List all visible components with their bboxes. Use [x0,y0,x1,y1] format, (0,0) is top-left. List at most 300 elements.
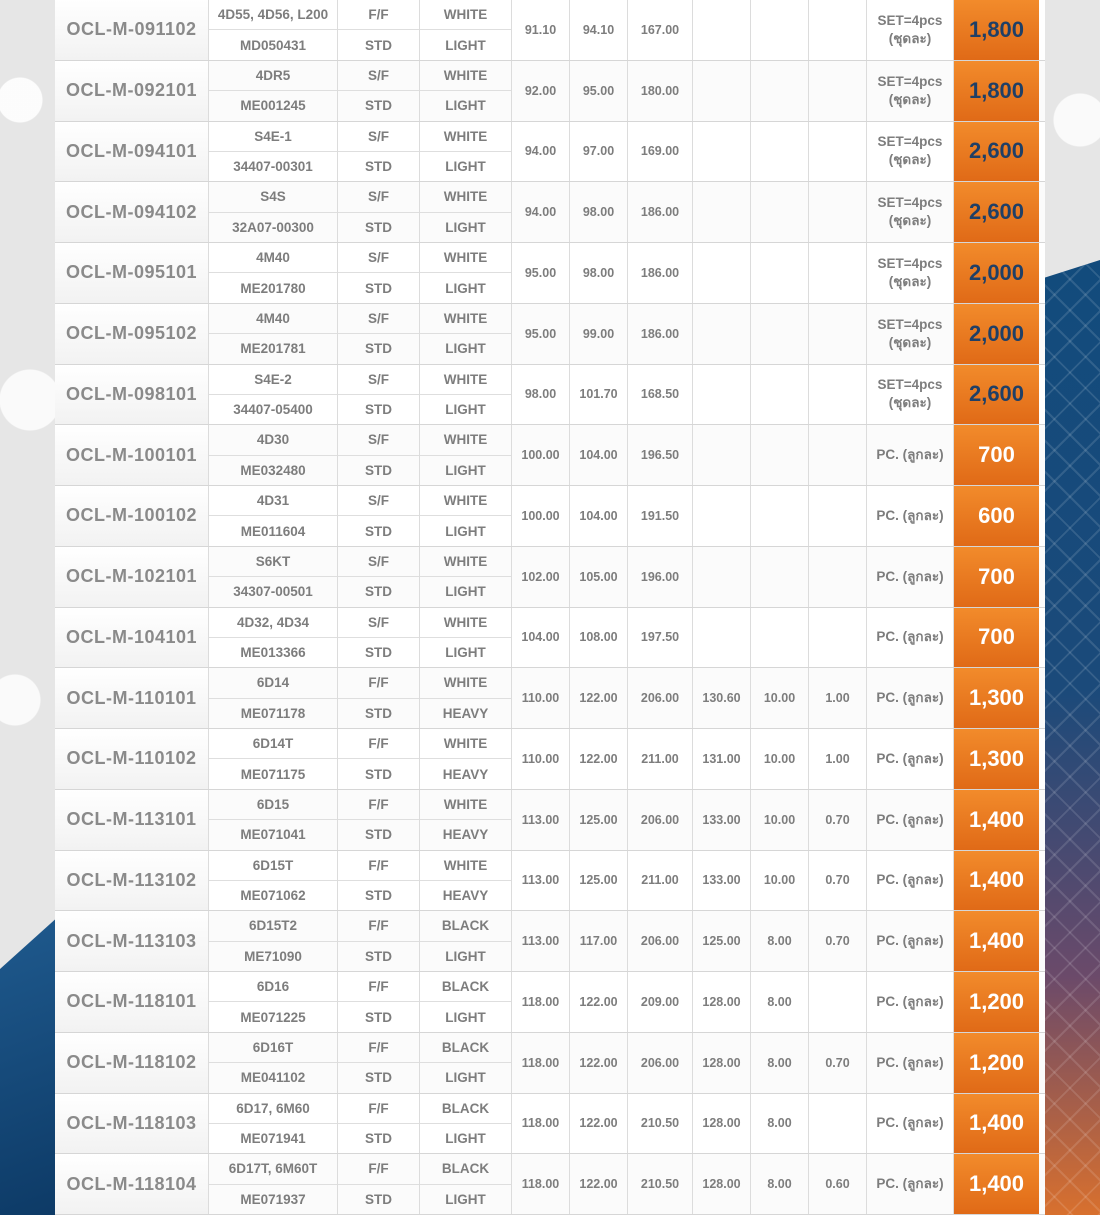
table-row [55,547,1045,608]
dim-4 [693,608,751,668]
liner-color: WHITE [420,608,511,638]
type-cell [338,365,420,425]
type-cell [338,1033,420,1093]
product-code: OCL-M-100101 [55,425,209,485]
dim-5 [751,304,809,364]
dim-1: 95.00 [512,243,570,303]
unit-cell [867,547,954,607]
unit-label: PC. (ลูกละ) [876,507,944,523]
color-cell [420,911,512,971]
dim-1: 104.00 [512,608,570,668]
unit-cell [867,911,954,971]
dim-1: 100.00 [512,425,570,485]
unit-label: SET=4pcs [877,12,943,28]
table-row [55,972,1045,1033]
unit-cell [867,61,954,121]
liner-color: WHITE [420,729,511,759]
table-row [55,1033,1045,1094]
liner-color: BLACK [420,1154,511,1184]
grade: STD [365,584,392,600]
liner-color: WHITE [420,182,511,212]
liner-color: BLACK [420,972,511,1002]
part-number: ME041102 [240,1070,306,1086]
type-cell [338,911,420,971]
type-cell [338,122,420,182]
liner-color: WHITE [420,243,511,273]
price: 700 [954,425,1039,485]
dim-1: 91.10 [512,0,570,60]
part-number: ME013366 [240,645,306,661]
color-cell [420,851,512,911]
dim-5 [751,122,809,182]
price: 2,600 [954,182,1039,242]
engine-model: 6D15T [209,851,337,881]
type-cell [338,486,420,546]
dim-3: 206.00 [628,790,693,850]
dim-5 [751,486,809,546]
engine-cell [209,911,338,971]
dim-3: 209.00 [628,972,693,1032]
engine-model: 6D16T [209,1033,337,1063]
dim-3: 206.00 [628,1033,693,1093]
type-cell [338,851,420,911]
price: 700 [954,547,1039,607]
dim-3: 196.50 [628,425,693,485]
product-code: OCL-M-095101 [55,243,209,303]
engine-model: S4E-1 [209,122,337,152]
grade: STD [365,402,392,418]
flange-type: S/F [338,182,419,212]
flange-type: S/F [338,365,419,395]
liner-color: WHITE [420,547,511,577]
part-number: ME071178 [240,705,306,721]
price: 1,400 [954,790,1039,850]
dim-3: 210.50 [628,1154,693,1214]
part-number: ME071225 [240,1009,306,1025]
grade: STD [365,1009,392,1025]
product-code: OCL-M-113102 [55,851,209,911]
product-code: OCL-M-094102 [55,182,209,242]
price: 2,000 [954,304,1039,364]
price: 1,300 [954,729,1039,789]
grade: STD [365,1070,392,1086]
color-cell [420,547,512,607]
engine-cell [209,243,338,303]
product-code: OCL-M-094101 [55,122,209,182]
engine-model: S4S [209,182,337,212]
dim-4 [693,61,751,121]
price: 1,400 [954,1094,1039,1154]
flange-type: S/F [338,243,419,273]
engine-model: 6D14T [209,729,337,759]
dim-5: 10.00 [751,668,809,728]
unit-cell [867,425,954,485]
dim-5: 8.00 [751,911,809,971]
engine-cell [209,1094,338,1154]
engine-cell [209,547,338,607]
dim-4: 130.60 [693,668,751,728]
unit-cell [867,304,954,364]
product-code: OCL-M-110101 [55,668,209,728]
grade: STD [365,219,392,235]
dim-6 [809,425,867,485]
engine-cell [209,486,338,546]
grade: STD [365,523,392,539]
dim-2: 95.00 [570,61,628,121]
dim-5 [751,182,809,242]
unit-cell [867,729,954,789]
color-cell [420,304,512,364]
dim-1: 95.00 [512,304,570,364]
product-code: OCL-M-091102 [55,0,209,60]
price: 1,300 [954,668,1039,728]
liner-color: WHITE [420,668,511,698]
price: 1,400 [954,1154,1039,1214]
engine-cell [209,1154,338,1214]
liner-weight: HEAVY [442,888,489,904]
type-cell [338,1094,420,1154]
engine-model: 4D55, 4D56, L200 [209,0,337,30]
engine-cell [209,182,338,242]
unit-label: PC. (ลูกละ) [876,993,944,1009]
table-row [55,243,1045,304]
unit-label: SET=4pcs [877,195,943,211]
dim-5: 10.00 [751,851,809,911]
engine-cell [209,608,338,668]
color-cell [420,425,512,485]
dim-5 [751,547,809,607]
grade: STD [365,948,392,964]
dim-4: 128.00 [693,1033,751,1093]
liner-weight: LIGHT [445,462,486,478]
engine-cell [209,122,338,182]
unit-label: SET=4pcs [877,255,943,271]
color-cell [420,243,512,303]
dim-6 [809,243,867,303]
engine-cell [209,365,338,425]
grade: STD [365,1131,392,1147]
dim-2: 101.70 [570,365,628,425]
unit-cell [867,972,954,1032]
grade: STD [365,1191,392,1207]
dim-6 [809,365,867,425]
table-row [55,486,1045,547]
unit-cell [867,851,954,911]
price: 2,000 [954,243,1039,303]
engine-model: S4E-2 [209,365,337,395]
part-number: ME201781 [240,341,306,357]
color-cell [420,486,512,546]
liner-weight: LIGHT [445,37,486,53]
unit-cell [867,1154,954,1214]
dim-3: 211.00 [628,729,693,789]
color-cell [420,1094,512,1154]
table-row [55,122,1045,183]
unit-label: PC. (ลูกละ) [876,1054,944,1070]
dim-3: 186.00 [628,304,693,364]
flange-type: S/F [338,61,419,91]
liner-weight: LIGHT [445,948,486,964]
dim-4 [693,425,751,485]
dim-4 [693,304,751,364]
engine-cell [209,729,338,789]
flange-type: F/F [338,0,419,30]
product-code: OCL-M-118102 [55,1033,209,1093]
price: 1,400 [954,911,1039,971]
dim-2: 97.00 [570,122,628,182]
liner-color: WHITE [420,365,511,395]
dim-2: 122.00 [570,668,628,728]
type-cell [338,1154,420,1214]
price-table [55,0,1045,1215]
dim-5: 8.00 [751,1033,809,1093]
dim-1: 94.00 [512,122,570,182]
unit-label-thai: (ชุดละ) [888,395,932,411]
table-row [55,851,1045,912]
dim-6: 0.60 [809,1154,867,1214]
dim-3: 197.50 [628,608,693,668]
engine-model: 4D30 [209,425,337,455]
color-cell [420,0,512,60]
liner-weight: LIGHT [445,1009,486,1025]
dim-4: 128.00 [693,972,751,1032]
dim-3: 167.00 [628,0,693,60]
engine-cell [209,1033,338,1093]
unit-label-thai: (ชุดละ) [888,213,932,229]
type-cell [338,243,420,303]
price: 600 [954,486,1039,546]
dim-6 [809,122,867,182]
dim-6 [809,547,867,607]
liner-color: BLACK [420,1094,511,1124]
flange-type: F/F [338,1033,419,1063]
dim-4: 125.00 [693,911,751,971]
flange-type: S/F [338,304,419,334]
unit-cell [867,122,954,182]
engine-cell [209,61,338,121]
engine-cell [209,668,338,728]
dim-5 [751,61,809,121]
engine-cell [209,851,338,911]
engine-model: 6D15T2 [209,911,337,941]
grade: STD [365,888,392,904]
liner-weight: LIGHT [445,219,486,235]
color-cell [420,608,512,668]
dim-1: 100.00 [512,486,570,546]
flange-type: S/F [338,547,419,577]
dim-1: 118.00 [512,1154,570,1214]
dim-5 [751,243,809,303]
dim-3: 186.00 [628,182,693,242]
engine-model: 6D17T, 6M60T [209,1154,337,1184]
dim-4 [693,243,751,303]
unit-cell [867,1094,954,1154]
unit-label-thai: (ชุดละ) [888,273,932,289]
dim-6: 1.00 [809,729,867,789]
liner-weight: HEAVY [442,827,489,843]
dim-2: 122.00 [570,729,628,789]
liner-color: BLACK [420,911,511,941]
dim-5: 10.00 [751,729,809,789]
dim-3: 168.50 [628,365,693,425]
liner-color: WHITE [420,790,511,820]
grade: STD [365,462,392,478]
part-number: 34407-00301 [233,159,313,175]
flange-type: F/F [338,1154,419,1184]
dim-1: 98.00 [512,365,570,425]
dim-1: 94.00 [512,182,570,242]
price: 1,800 [954,61,1039,121]
product-code: OCL-M-118101 [55,972,209,1032]
dim-5: 8.00 [751,1094,809,1154]
type-cell [338,425,420,485]
color-cell [420,729,512,789]
liner-weight: LIGHT [445,645,486,661]
dim-3: 211.00 [628,851,693,911]
dim-6: 0.70 [809,911,867,971]
table-row [55,425,1045,486]
part-number: ME201780 [240,280,306,296]
dim-1: 118.00 [512,1033,570,1093]
unit-cell [867,608,954,668]
liner-weight: LIGHT [445,341,486,357]
grade: STD [365,98,392,114]
dim-2: 125.00 [570,851,628,911]
part-number: ME71090 [244,948,302,964]
unit-label: PC. (ลูกละ) [876,1115,944,1131]
dim-4 [693,365,751,425]
dim-6: 0.70 [809,790,867,850]
dim-4 [693,0,751,60]
table-row [55,729,1045,790]
flange-type: F/F [338,851,419,881]
dim-2: 117.00 [570,911,628,971]
product-code: OCL-M-118103 [55,1094,209,1154]
dim-4 [693,486,751,546]
grade: STD [365,341,392,357]
table-row [55,1094,1045,1155]
grade: STD [365,705,392,721]
flange-type: F/F [338,911,419,941]
dim-4 [693,122,751,182]
liner-weight: LIGHT [445,98,486,114]
part-number: ME071062 [240,888,306,904]
engine-model: 4D31 [209,486,337,516]
grade: STD [365,766,392,782]
dim-4: 133.00 [693,790,751,850]
grade: STD [365,645,392,661]
dim-2: 122.00 [570,1094,628,1154]
dim-3: 206.00 [628,668,693,728]
liner-color: BLACK [420,1033,511,1063]
dim-2: 105.00 [570,547,628,607]
liner-weight: LIGHT [445,159,486,175]
engine-cell [209,0,338,60]
dim-2: 98.00 [570,243,628,303]
dim-1: 118.00 [512,972,570,1032]
table-row [55,365,1045,426]
dim-6 [809,486,867,546]
unit-label: SET=4pcs [877,377,943,393]
liner-color: WHITE [420,61,511,91]
dim-6 [809,304,867,364]
blue-graphic-right [1040,260,1100,1215]
type-cell [338,304,420,364]
liner-color: WHITE [420,304,511,334]
flange-type: S/F [338,608,419,638]
dim-3: 180.00 [628,61,693,121]
color-cell [420,61,512,121]
unit-cell [867,0,954,60]
dim-5: 8.00 [751,972,809,1032]
type-cell [338,608,420,668]
dim-5 [751,608,809,668]
price: 700 [954,608,1039,668]
price: 2,600 [954,122,1039,182]
dim-6: 0.70 [809,1033,867,1093]
dim-6 [809,1094,867,1154]
flange-type: S/F [338,122,419,152]
dim-5: 10.00 [751,790,809,850]
unit-cell [867,668,954,728]
flange-type: S/F [338,486,419,516]
part-number: 34407-05400 [233,402,313,418]
unit-cell [867,365,954,425]
dim-1: 92.00 [512,61,570,121]
unit-label: PC. (ลูกละ) [876,750,944,766]
engine-cell [209,790,338,850]
engine-model: S6KT [209,547,337,577]
dim-2: 108.00 [570,608,628,668]
dim-2: 94.10 [570,0,628,60]
flange-type: F/F [338,972,419,1002]
unit-cell [867,243,954,303]
dim-1: 118.00 [512,1094,570,1154]
dim-2: 122.00 [570,972,628,1032]
price: 1,800 [954,0,1039,60]
color-cell [420,182,512,242]
part-number: ME071941 [240,1131,306,1147]
dim-4: 131.00 [693,729,751,789]
type-cell [338,182,420,242]
dim-2: 125.00 [570,790,628,850]
product-code: OCL-M-110102 [55,729,209,789]
unit-label-thai: (ชุดละ) [888,152,932,168]
product-code: OCL-M-098101 [55,365,209,425]
liner-weight: LIGHT [445,1191,486,1207]
product-code: OCL-M-100102 [55,486,209,546]
dim-1: 110.00 [512,668,570,728]
liner-color: WHITE [420,425,511,455]
part-number: ME071937 [240,1191,306,1207]
part-number: MD050431 [239,37,307,53]
part-number: ME071175 [240,766,306,782]
unit-cell [867,1033,954,1093]
color-cell [420,972,512,1032]
engine-cell [209,425,338,485]
color-cell [420,1154,512,1214]
table-row [55,304,1045,365]
table-row [55,668,1045,729]
dim-5 [751,425,809,485]
dim-5: 8.00 [751,1154,809,1214]
grade: STD [365,827,392,843]
engine-model: 6D16 [209,972,337,1002]
flange-type: F/F [338,729,419,759]
dim-4: 133.00 [693,851,751,911]
engine-model: 6D17, 6M60 [209,1094,337,1124]
engine-model: 4D32, 4D34 [209,608,337,638]
